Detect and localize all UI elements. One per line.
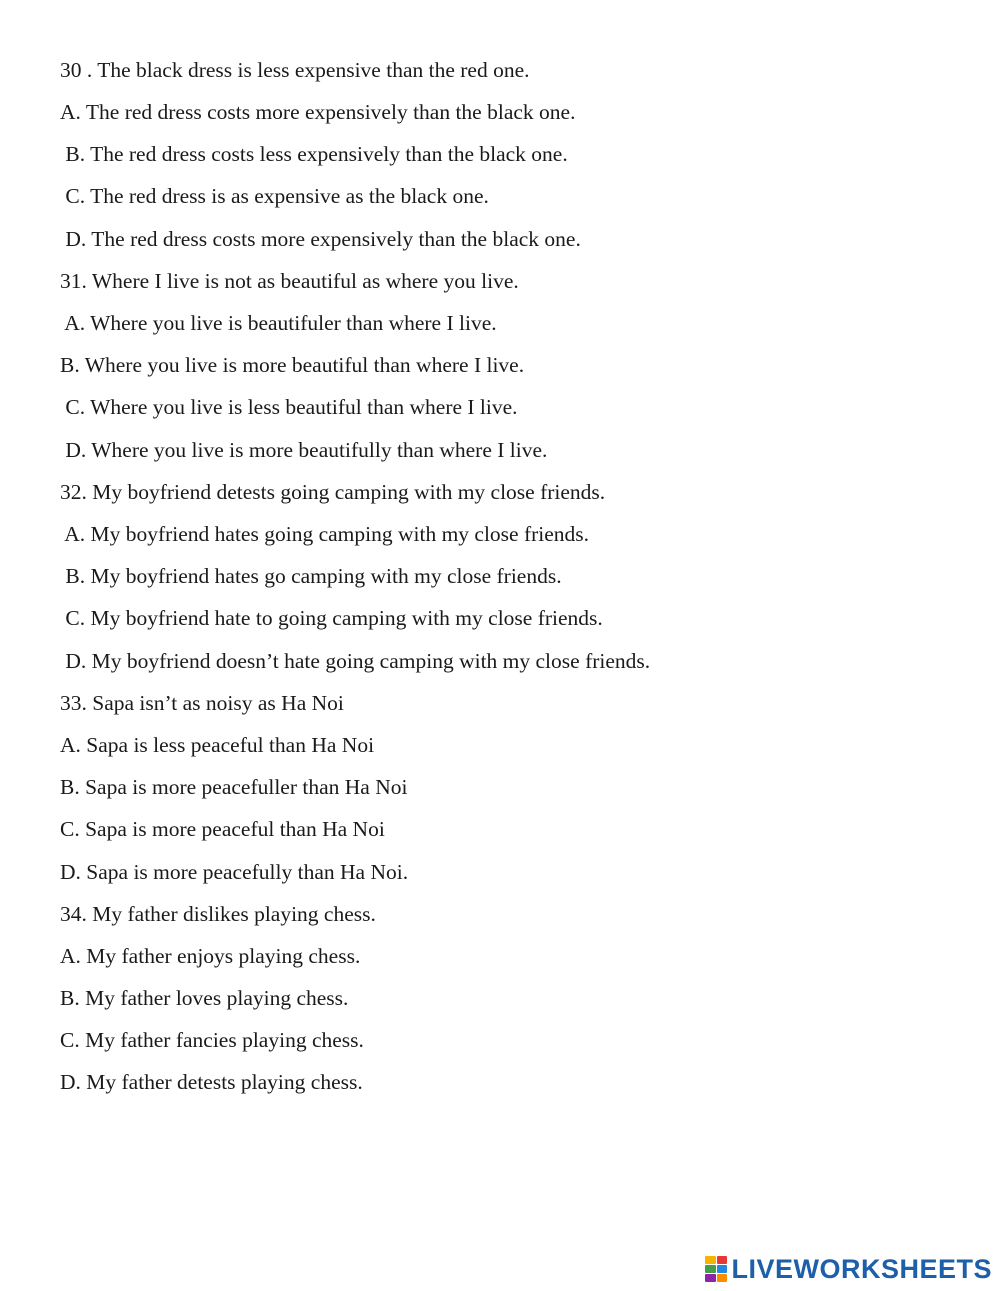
logo-square (705, 1256, 716, 1264)
question-31-prompt: 31. Where I live is not as beautiful as where you live. (60, 269, 519, 293)
question-33-option-a: A. Sapa is less peaceful than Ha Noi (60, 733, 375, 757)
liveworksheets-logo-icon (705, 1256, 727, 1282)
logo-square (717, 1265, 728, 1273)
question-30-option-d: D. The red dress costs more expensively than the black one. (60, 227, 581, 251)
question-31-option-a: A. Where you live is beautifuler than where I live. (60, 311, 497, 335)
logo-square (717, 1256, 728, 1264)
question-33-option-c: C. Sapa is more peaceful than Ha Noi (60, 817, 385, 841)
question-34-option-a: A. My father enjoys playing chess. (60, 944, 361, 968)
question-31-option-d: D. Where you live is more beautifully than where I live. (60, 438, 548, 462)
logo-square (705, 1265, 716, 1273)
question-32-prompt: 32. My boyfriend detests going camping with my close friends. (60, 480, 606, 504)
question-31-option-b: B. Where you live is more beautiful than where I live. (60, 353, 525, 377)
logo-square (705, 1274, 716, 1282)
question-32-option-a: A. My boyfriend hates going camping with my close friends. (60, 522, 590, 546)
logo-square (717, 1274, 728, 1282)
question-30-prompt: 30 . The black dress is less expensive than the red one. (60, 58, 530, 82)
question-32-option-d: D. My boyfriend doesn’t hate going camping with my close friends. (60, 649, 651, 673)
liveworksheets-brand (705, 1253, 992, 1285)
question-34-option-d: D. My father detests playing chess. (60, 1070, 363, 1094)
question-30-option-c: C. The red dress is as expensive as the black one. (60, 184, 489, 208)
question-34-prompt: 34. My father dislikes playing chess. (60, 902, 376, 926)
question-31-option-c: C. Where you live is less beautiful than where I live. (60, 395, 518, 419)
question-34-option-c: C. My father fancies playing chess. (60, 1028, 364, 1052)
question-33-prompt: 33. Sapa isn’t as noisy as Ha Noi (60, 691, 344, 715)
brand-text: LIVEWORKSHEETS (731, 1254, 992, 1284)
question-32-option-b: B. My boyfriend hates go camping with my close friends. (60, 564, 562, 588)
question-32-option-c: C. My boyfriend hate to going camping with my close friends. (60, 606, 603, 630)
question-33-option-b: B. Sapa is more peacefuller than Ha Noi (60, 775, 408, 799)
question-30-option-a: A. The red dress costs more expensively than the black one. (60, 100, 576, 124)
question-34-option-b: B. My father loves playing chess. (60, 986, 349, 1010)
question-33-option-d: D. Sapa is more peacefully than Ha Noi. (60, 860, 409, 884)
question-30-option-b: B. The red dress costs less expensively than the black one. (60, 142, 568, 166)
